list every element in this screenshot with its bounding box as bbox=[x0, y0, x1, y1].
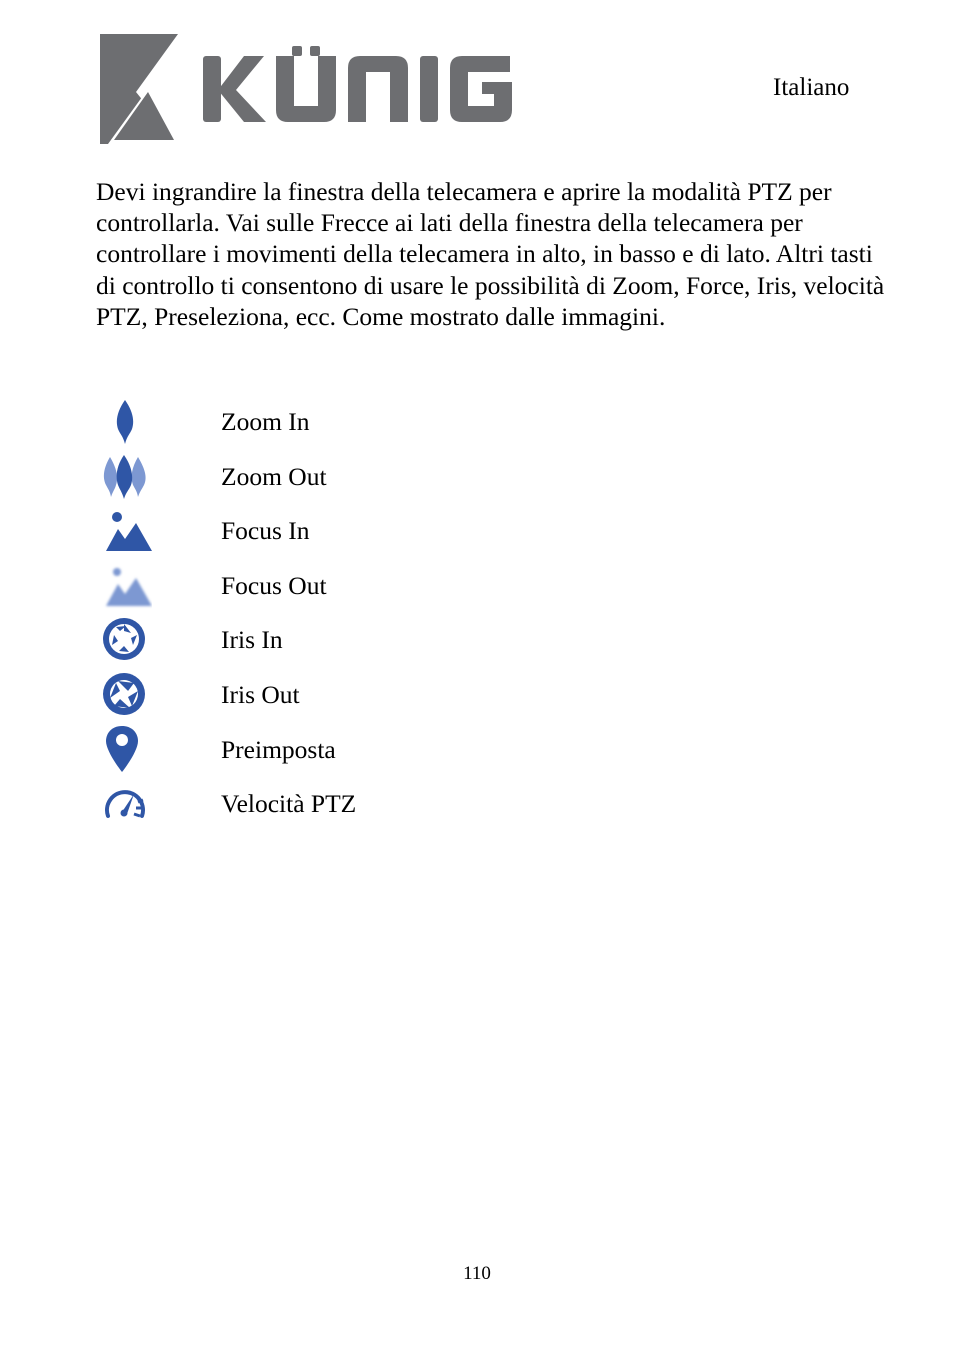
zoom-out-icon bbox=[98, 451, 152, 501]
control-label: Zoom Out bbox=[221, 461, 327, 491]
list-item bbox=[98, 503, 598, 558]
language-label: Italiano bbox=[773, 74, 850, 101]
control-label: Focus In bbox=[221, 516, 310, 546]
control-label: Iris Out bbox=[221, 679, 300, 709]
intro-paragraph: Devi ingrandire la finestra della telecamera e aprire la modalità PTZ per controllarla. Vai sulle Frecce ai lati della finestra della telecamera per controllare i movimenti della telecamera in alto, in basso e di lato. Altri tasti di controllo ti consentono di usare le possibilità di Zoom, Force, Iris, velocità PTZ, Preseleziona, ecc. Come mostrato dalle immagini. bbox=[96, 177, 885, 331]
iris-in-icon bbox=[98, 614, 152, 664]
page-number: 110 bbox=[463, 1263, 491, 1284]
list-item bbox=[98, 394, 598, 449]
control-label: Velocità PTZ bbox=[221, 789, 357, 819]
list-item bbox=[98, 558, 598, 613]
control-label: Focus Out bbox=[221, 570, 327, 600]
control-label: Preimposta bbox=[221, 734, 336, 764]
focus-out-icon bbox=[98, 560, 152, 610]
control-label: Zoom In bbox=[221, 407, 310, 436]
control-label: Iris In bbox=[221, 625, 283, 655]
focus-in-icon bbox=[98, 505, 152, 555]
list-item bbox=[98, 776, 598, 831]
list-item bbox=[98, 612, 598, 667]
ptz-control-list bbox=[98, 394, 598, 831]
konig-logo bbox=[98, 32, 518, 146]
zoom-in-icon bbox=[98, 396, 152, 446]
list-item bbox=[98, 722, 598, 777]
list-item bbox=[98, 667, 598, 722]
iris-out-icon bbox=[98, 669, 152, 719]
speedometer-icon bbox=[98, 778, 152, 828]
preset-pin-icon bbox=[98, 724, 152, 774]
list-item bbox=[98, 449, 598, 504]
